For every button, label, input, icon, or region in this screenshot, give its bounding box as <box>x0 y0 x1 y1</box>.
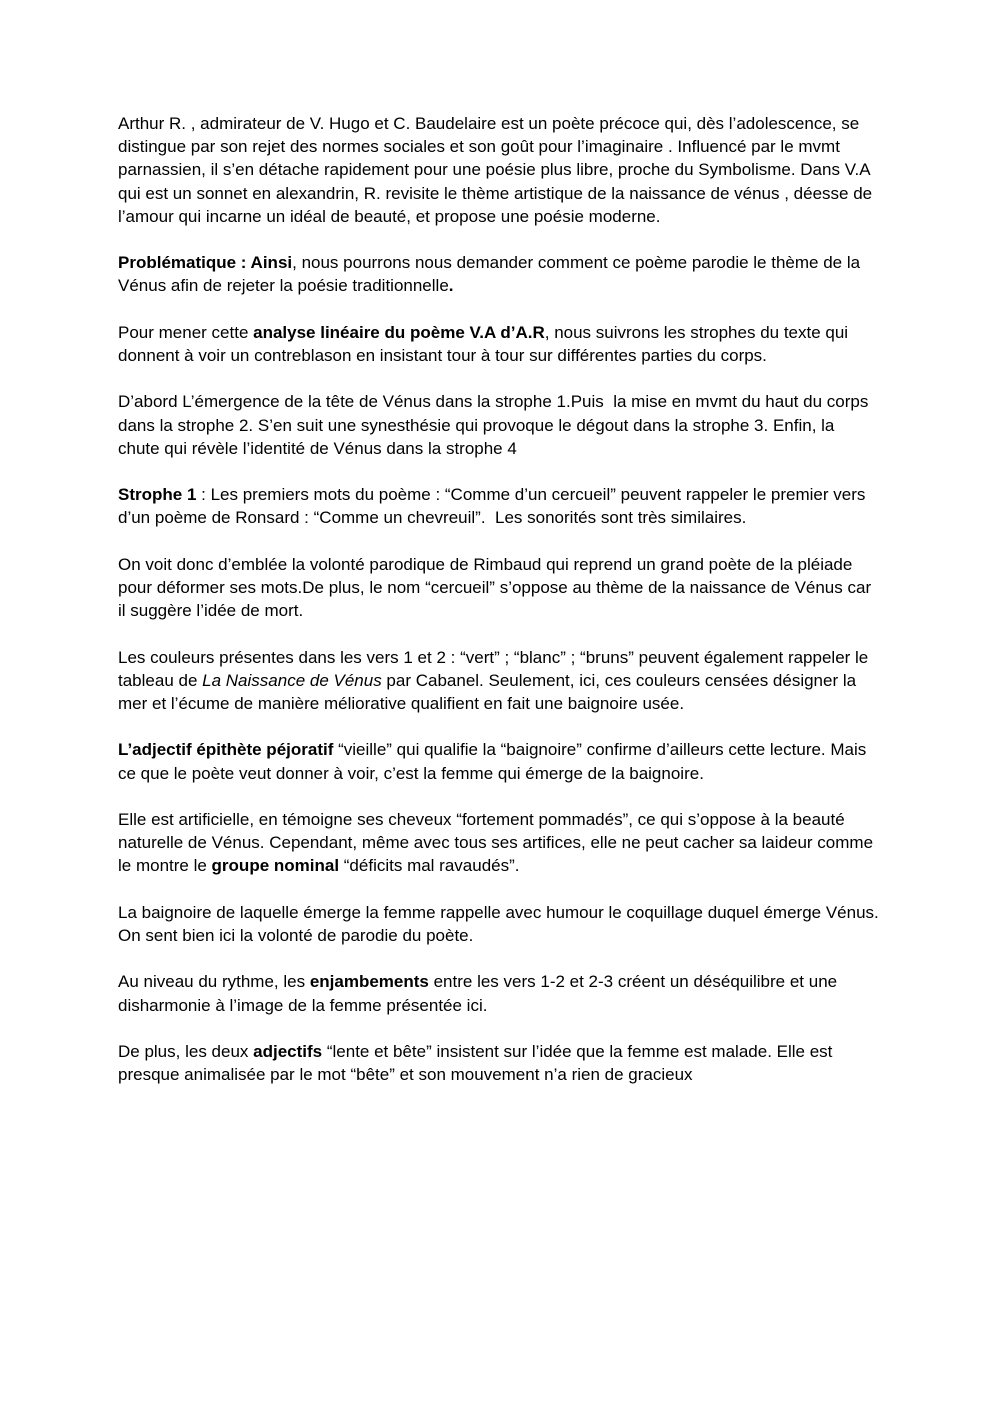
text-run: par Cabanel. Seulement, ici, ces couleurs censées désigner la mer et l’écume de manière méliorative qualifient en fait une baignoire usée. <box>118 670 861 713</box>
strophe1-paragraph <box>118 483 880 529</box>
document-body <box>118 112 884 1086</box>
text-run: L’adjectif épithète péjoratif <box>118 740 334 760</box>
rythme-paragraph <box>118 970 880 1016</box>
adjectif-pejoratif-paragraph <box>118 738 880 784</box>
text-run: , nous suivrons les strophes du texte qui donnent à voir un contreblason en insistant tour à tour sur différentes parties du corps. <box>118 322 853 365</box>
text-run: Au niveau du rythme, les <box>118 972 310 992</box>
problematique-paragraph <box>118 251 880 297</box>
text-run: Elle est artificielle, en témoigne ses cheveux “fortement pommadés”, ce qui s’oppose à la beauté naturelle de Vénus. Cependant, même avec tous ses artifices, elle ne peut cacher sa laideur comme le montre le <box>118 809 878 876</box>
text-run: : Les premiers mots du poème : “Comme d’un cercueil” peuvent rappeler le premier vers d’un poème de Ronsard : “Comme un chevreuil”. Les sonorités sont très similaires. <box>118 485 871 528</box>
text-run: enjambements <box>309 972 429 992</box>
text-run: analyse linéaire du poème V.A d’A.R <box>253 322 545 342</box>
couleurs-paragraph <box>118 646 880 716</box>
text-run: groupe nominal <box>211 856 340 876</box>
text-run: Problématique : Ainsi <box>118 253 293 273</box>
text-run: De plus, les deux <box>118 1041 254 1061</box>
text-run: On voit donc d’emblée la volonté parodique de Rimbaud qui reprend un grand poète de la pléiade pour déformer ses mots.De plus, le nom “cercueil” s’oppose au thème de la naissance de Vénus car il suggère l’idée de mort. <box>118 554 876 621</box>
text-run: entre les vers 1-2 et 2-3 créent un déséquilibre et une disharmonie à l’image de la femme présentée ici. <box>118 972 842 1015</box>
baignoire-paragraph <box>118 901 884 947</box>
plan-annonce-paragraph <box>118 321 880 367</box>
parodie-paragraph <box>118 553 880 623</box>
intro-paragraph <box>118 112 880 228</box>
text-run: D’abord L’émergence de la tête de Vénus dans la strophe 1.Puis la mise en mvmt du haut du corps dans la strophe 2. S’en suit une synesthésie qui provoque le dégout dans la strophe 3. Enfin, la chute qui révèle l’identité de Vénus dans la strophe 4 <box>118 392 874 458</box>
text-run: Les couleurs présentes dans les vers 1 et 2 : “vert” ; “blanc” ; “bruns” peuvent également rappeler le tableau de <box>118 647 874 690</box>
text-run: La Naissance de Vénus <box>202 670 382 690</box>
text-run: “lente et bête” insistent sur l’idée que la femme est malade. Elle est presque animalisée par le mot “bête” et son mouvement n’a rien de gracieux <box>118 1041 838 1085</box>
text-run: La baignoire de laquelle émerge la femme rappelle avec humour le coquillage duquel émerge Vénus. On sent bien ici la volonté de parodie du poète. <box>118 902 884 945</box>
text-run: , nous pourrons nous demander comment ce poème parodie le thème de la Vénus afin de rejeter la poésie traditionnelle <box>118 253 865 296</box>
text-run: . <box>448 276 454 296</box>
text-run: Arthur R. , admirateur de V. Hugo et C. Baudelaire est un poète précoce qui, dès l’adolescence, se distingue par son rejet des normes sociales et son goût pour l’imaginaire . Influencé par le mvmt parnassien, il s’en détache rapidement pour une poésie plus libre, proche du Symbolisme. Dans V.A qui est un sonnet en alexandrin, R. revisite le thème artistique de la naissance de vénus , déesse de l’amour qui incarne un idéal de beauté, et propose une poésie moderne. <box>118 114 877 226</box>
artificielle-paragraph <box>118 808 880 878</box>
text-run: “vieille” qui qualifie la “baignoire” confirme d’ailleurs cette lecture. Mais ce que le poète veut donner à voir, c’est la femme qui émerge de la baignoire. <box>118 740 872 783</box>
text-run: Pour mener cette <box>118 322 254 342</box>
plan-detail-paragraph <box>118 390 880 460</box>
adjectifs-paragraph <box>118 1040 880 1086</box>
text-run: “déficits mal ravaudés”. <box>339 856 520 876</box>
text-run: adjectifs <box>253 1041 323 1061</box>
text-run: Strophe 1 <box>118 485 197 505</box>
